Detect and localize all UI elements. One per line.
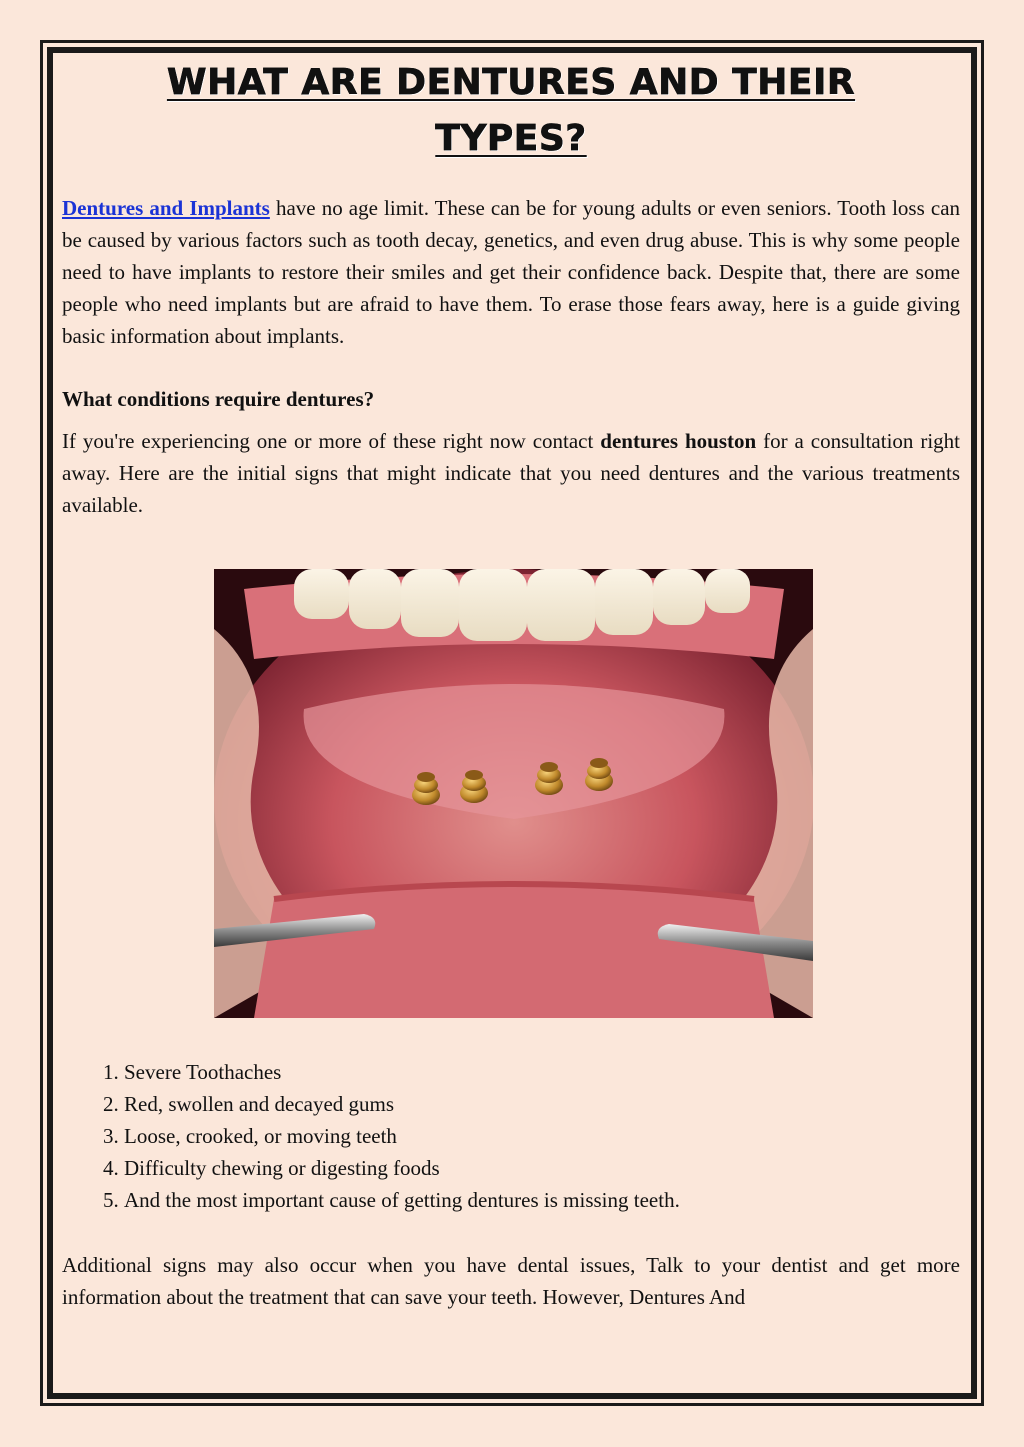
section-text-after: for a consultation right away. Here are the initial signs that might indicate that you need dentures and the various treatments available. bbox=[62, 429, 961, 517]
dental-implants-photo bbox=[214, 569, 813, 1018]
list-item: 5. And the most important cause of getting dentures is missing teeth. bbox=[124, 1184, 960, 1216]
mouth-illustration bbox=[214, 569, 813, 1018]
intro-text: have no age limit. These can be for young adults or even seniors. Tooth loss can be caused by various factors such as tooth decay, genetics, and even drug abuse. This is why some people need to have implants to restore their smiles and get their confidence back. Despite that, there are some people who need implants but are afraid to have them. To erase those fears away, here is a guide giving basic information about implants. bbox=[62, 196, 961, 348]
section-heading: What conditions require dentures? bbox=[62, 387, 375, 411]
intro-paragraph bbox=[62, 192, 960, 352]
list-item: 2. Red, swollen and decayed gums bbox=[124, 1088, 960, 1120]
list-item: 3. Loose, crooked, or moving teeth bbox=[124, 1120, 960, 1152]
document-content bbox=[62, 55, 960, 1313]
section-text-before: If you're experiencing one or more of these right now contact bbox=[62, 429, 601, 453]
section-paragraph bbox=[62, 425, 960, 521]
closing-paragraph: Additional signs may also occur when you have dental issues, Talk to your dentist and get more information about the treatment that can save your teeth. However, Dentures And bbox=[62, 1253, 960, 1309]
title-line-2: TYPES? bbox=[435, 118, 587, 159]
title-line-1: WHAT ARE DENTURES AND THEIR bbox=[166, 62, 856, 103]
list-item: 1. Severe Toothaches bbox=[124, 1056, 960, 1088]
page-title bbox=[62, 55, 960, 167]
dentures-houston-bold: dentures houston bbox=[600, 429, 757, 453]
signs-list bbox=[62, 1056, 960, 1216]
dentures-implants-link[interactable]: Dentures and Implants bbox=[62, 196, 270, 220]
list-item: 4. Difficulty chewing or digesting foods bbox=[124, 1152, 960, 1184]
